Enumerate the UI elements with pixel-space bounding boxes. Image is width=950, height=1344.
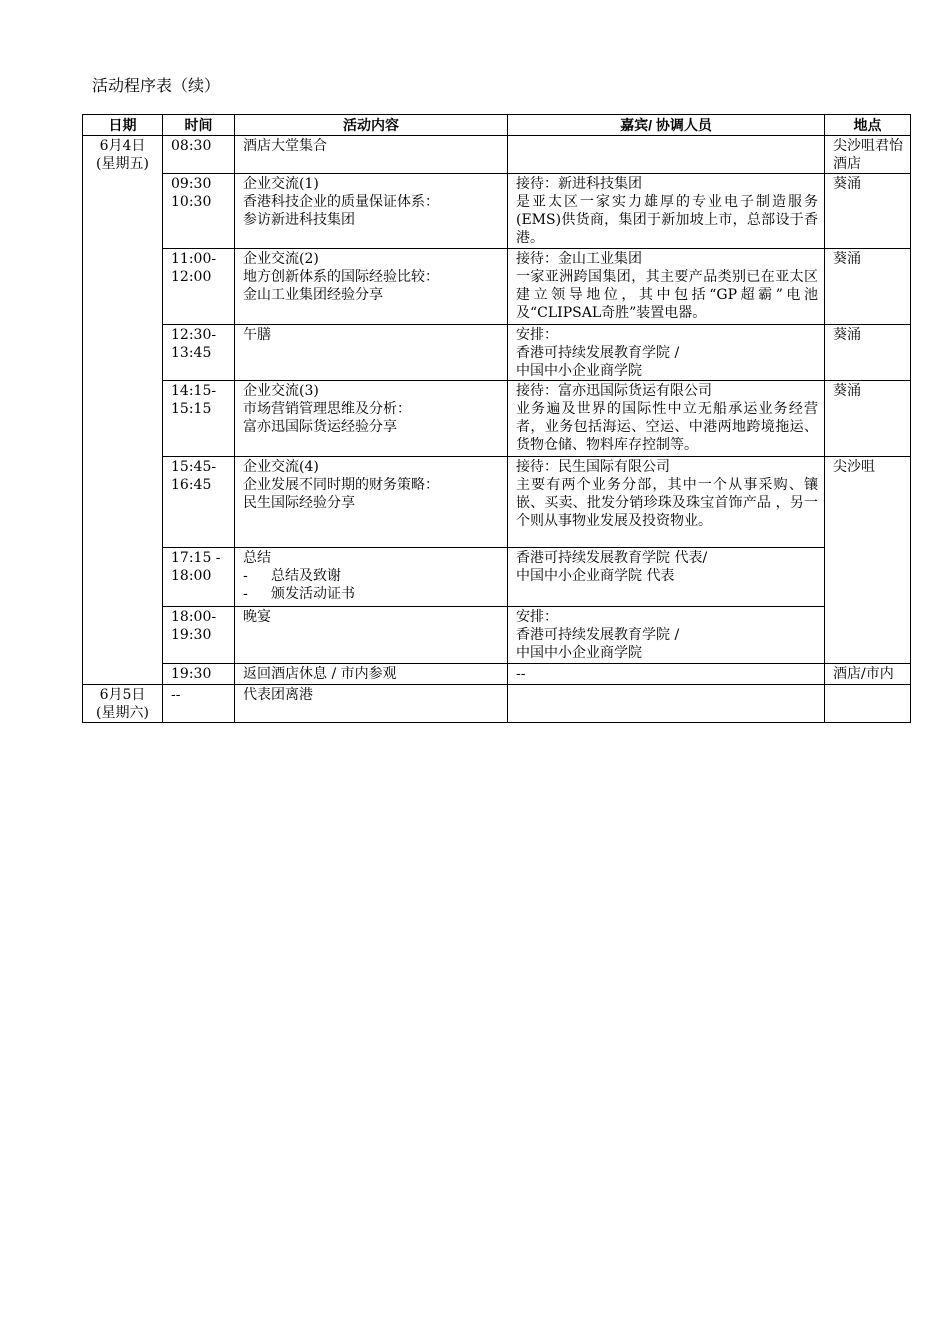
guests-text: 香港可持续发展教育学院 / [516, 627, 680, 643]
content-text: 地方创新体系的国际经验比较： [243, 269, 439, 285]
place-cell: 葵涌 [825, 381, 911, 457]
guests-cell [508, 174, 825, 249]
guests-body: 主要有两个业务分部，其中一个从事采购、镶嵌、买卖、批发分销珍珠及珠宝首饰产品 ，另一个则从事物业发展及投资物业。 [516, 477, 818, 529]
content-cell: 代表团离港 [235, 685, 508, 723]
content-cell [235, 381, 508, 457]
table-row [83, 136, 911, 174]
header-time: 时间 [163, 115, 235, 136]
content-text: 民生国际经验分享 [243, 495, 355, 511]
content-text: 市场营销管理思维及分析： [243, 401, 411, 417]
guests-cell [508, 664, 825, 685]
content-text: 返回酒店休息 / 市内参观 [243, 666, 397, 682]
header-place: 地点 [825, 115, 911, 136]
content-text: 企业发展不同时期的财务策略： [243, 477, 439, 493]
time-text: 19:30 [171, 666, 212, 682]
header-guests: 嘉宾/ 协调人员 [508, 115, 825, 136]
content-text: 企业交流(1) [243, 176, 319, 192]
content-cell [235, 174, 508, 249]
time-text: 17:15 - [171, 550, 221, 566]
content-text: 富亦迅国际货运经验分享 [243, 419, 397, 435]
guests-text: 安排： [516, 327, 558, 343]
place-cell [825, 685, 911, 723]
time-cell [163, 325, 235, 381]
header-date: 日期 [83, 115, 163, 136]
time-text: 08:30 [171, 138, 212, 154]
time-cell [163, 249, 235, 325]
page-title: 活动程序表（续） [92, 76, 221, 95]
content-text: 企业交流(3) [243, 383, 319, 399]
schedule-table [82, 114, 911, 723]
guests-body: 是亚太区一家实力雄厚的专业电子制造服务(EMS)供货商，集团于新加坡上市，总部设于香港。 [516, 194, 818, 246]
table-row [83, 381, 911, 457]
weekday-label: (星期五) [96, 156, 149, 172]
date-cell-day1 [83, 136, 163, 685]
time-text: 10:30 [171, 194, 212, 210]
guests-text: -- [516, 666, 526, 682]
bullet-text: 颁发活动证书 [271, 586, 355, 602]
table-row [83, 685, 911, 723]
table-header-row [83, 115, 911, 136]
time-text: 11:00- [171, 251, 217, 267]
dash-icon: - [243, 568, 248, 584]
place-cell: 葵涌 [825, 325, 911, 381]
time-text: 12:30- [171, 327, 217, 343]
guests-text: 中国中小企业商学院 代表 [516, 568, 675, 584]
time-text: 09:30 [171, 176, 212, 192]
guests-cell [508, 607, 825, 664]
date-label: 6月4日 [99, 138, 146, 154]
content-cell [235, 607, 508, 664]
guests-cell [508, 325, 825, 381]
guests-cell [508, 548, 825, 607]
place-cell: 葵涌 [825, 174, 911, 249]
place-cell: 尖沙咀君怡酒店 [825, 136, 911, 174]
content-text: 企业交流(2) [243, 251, 319, 267]
guests-head: 接待：民生国际有限公司 [516, 459, 670, 475]
table-row [83, 325, 911, 381]
content-cell [235, 664, 508, 685]
guests-text: 中国中小企业商学院 [516, 363, 642, 379]
time-cell [163, 174, 235, 249]
table-row [83, 664, 911, 685]
content-text: 参访新进科技集团 [243, 212, 355, 228]
guests-text: 香港可持续发展教育学院 代表/ [516, 550, 708, 566]
content-text: 总结 [243, 550, 271, 566]
guests-text: 香港可持续发展教育学院 / [516, 345, 680, 361]
time-text: 19:30 [171, 627, 212, 643]
weekday-label: (星期六) [96, 705, 149, 721]
table-row [83, 607, 911, 664]
guests-head: 接待：新进科技集团 [516, 176, 642, 192]
time-text: 12:00 [171, 269, 212, 285]
date-label: 6月5日 [99, 687, 146, 703]
content-text: 香港科技企业的质量保证体系： [243, 194, 439, 210]
date-cell-day2 [83, 685, 163, 723]
guests-head: 接待：富亦迅国际货运有限公司 [516, 383, 712, 399]
content-cell [235, 325, 508, 381]
time-text: 13:45 [171, 345, 212, 361]
time-text: 16:45 [171, 477, 212, 493]
guests-cell [508, 457, 825, 548]
time-text: 14:15- [171, 383, 217, 399]
place-cell: 酒店/市内 [825, 664, 911, 685]
content-cell [235, 249, 508, 325]
content-text: 酒店大堂集合 [243, 138, 327, 154]
time-cell: -- [163, 685, 235, 723]
table-row [83, 174, 911, 249]
table-row [83, 457, 911, 548]
guests-cell [508, 381, 825, 457]
time-cell [163, 381, 235, 457]
place-cell: 尖沙咀 [825, 457, 911, 664]
header-content: 活动内容 [235, 115, 508, 136]
content-cell [235, 457, 508, 548]
time-cell [163, 136, 235, 174]
guests-text: 安排： [516, 609, 558, 625]
time-text: 15:45- [171, 459, 217, 475]
bullet-item [243, 567, 501, 585]
time-cell [163, 664, 235, 685]
time-cell [163, 607, 235, 664]
time-text: 18:00 [171, 568, 212, 584]
time-cell [163, 548, 235, 607]
bullet-text: 总结及致谢 [271, 568, 341, 584]
time-text: 18:00- [171, 609, 217, 625]
guests-body: 一家亚洲跨国集团，其主要产品类别已在亚太区建立领导地位，其中包括“GP超霸”电池及“CLIPSAL奇胜”装置电器。 [516, 269, 818, 321]
table-row [83, 249, 911, 325]
guests-cell [508, 685, 825, 723]
content-text: 晚宴 [243, 609, 271, 625]
table-row [83, 548, 911, 607]
guests-cell [508, 249, 825, 325]
dash-icon: - [243, 586, 248, 602]
content-cell [235, 136, 508, 174]
time-cell [163, 457, 235, 548]
content-text: 午膳 [243, 327, 271, 343]
place-cell: 葵涌 [825, 249, 911, 325]
guests-body: 业务遍及世界的国际性中立无船承运业务经营者，业务包括海运、空运、中港两地跨境拖运、货物仓储、物料库存控制等。 [516, 401, 818, 453]
guests-head: 接待：金山工业集团 [516, 251, 642, 267]
content-cell [235, 548, 508, 607]
bullet-item [243, 585, 501, 603]
content-text: 企业交流(4) [243, 459, 319, 475]
guests-text: 中国中小企业商学院 [516, 645, 642, 661]
time-text: 15:15 [171, 401, 212, 417]
guests-cell [508, 136, 825, 174]
content-text: 金山工业集团经验分享 [243, 287, 383, 303]
